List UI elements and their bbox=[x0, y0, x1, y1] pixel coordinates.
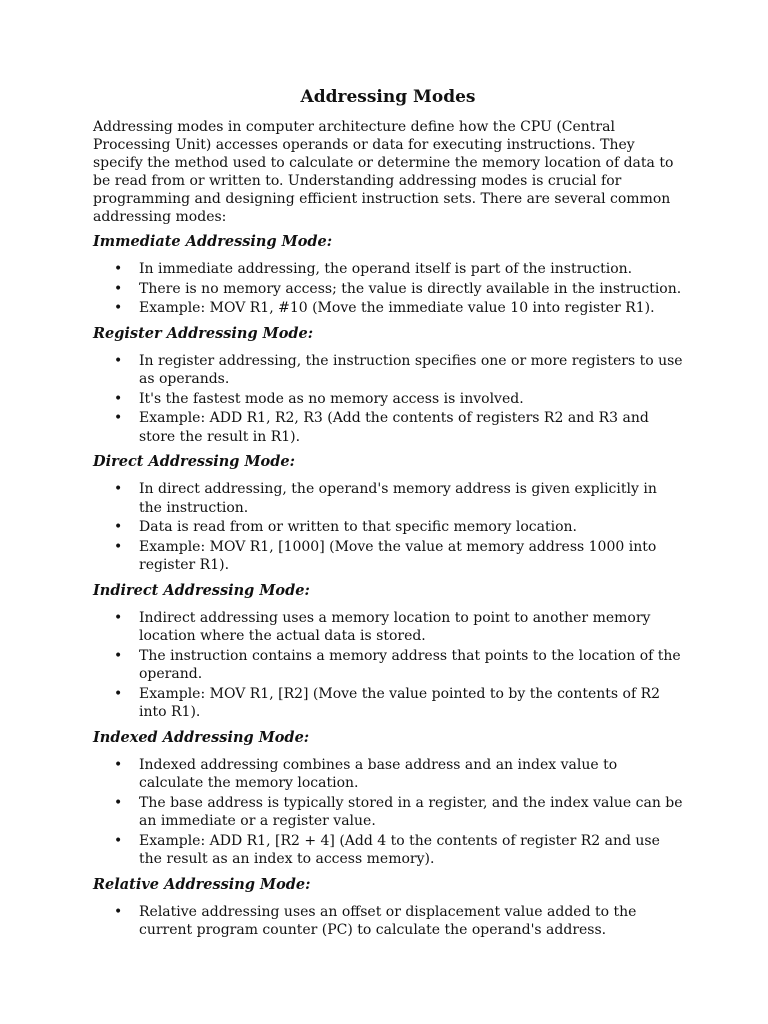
bullet-icon: • bbox=[114, 538, 123, 555]
list-item bbox=[93, 280, 683, 299]
list-item-text: In register addressing, the instruction specifies one or more registers to use as operands. bbox=[139, 352, 683, 387]
list-item-text: Indirect addressing uses a memory location to point to another memory location where the actual data is stored. bbox=[139, 609, 651, 644]
bullet-icon: • bbox=[114, 261, 123, 277]
section-heading: Register Addressing Mode: bbox=[93, 324, 314, 342]
list-item-text: Data is read from or written to that specific memory location. bbox=[139, 519, 577, 535]
bullet-icon: • bbox=[114, 685, 123, 702]
bullet-list bbox=[93, 756, 683, 869]
bullet-icon: • bbox=[114, 481, 123, 497]
list-item-text: Example: MOV R1, [R2] (Move the value pointed to by the contents of R2 into R1). bbox=[139, 685, 661, 720]
list-item bbox=[93, 685, 683, 722]
section-heading: Direct Addressing Mode: bbox=[93, 453, 295, 470]
bullet-icon: • bbox=[114, 903, 123, 920]
section bbox=[93, 452, 683, 575]
list-item bbox=[93, 390, 683, 409]
section bbox=[93, 581, 683, 722]
list-item-text: Indexed addressing combines a base address and an index value to calculate the memory location. bbox=[139, 756, 618, 791]
bullet-icon: • bbox=[114, 609, 123, 626]
list-item bbox=[93, 260, 683, 279]
list-item bbox=[93, 480, 683, 517]
bullet-icon: • bbox=[114, 300, 123, 316]
intro-paragraph: Addressing modes in computer architecture define how the CPU (Central Processing Unit) accesses operands or data for executing instructions. They specify the method used to calculate or determine the memory location of data to be read from or written to. Understanding addressing modes is crucial for programming and designing efficient instruction sets. There are several common addressing modes: bbox=[93, 119, 674, 225]
section bbox=[93, 232, 683, 318]
bullet-list bbox=[93, 609, 683, 722]
list-item bbox=[93, 647, 683, 684]
bullet-icon: • bbox=[114, 390, 123, 407]
list-item bbox=[93, 299, 683, 318]
list-item-text: The instruction contains a memory address that points to the location of the operand. bbox=[139, 647, 681, 682]
bullet-icon: • bbox=[114, 280, 123, 297]
bullet-list bbox=[93, 260, 683, 318]
section bbox=[93, 324, 683, 447]
list-item-text: In immediate addressing, the operand itself is part of the instruction. bbox=[139, 261, 633, 277]
page-title: Addressing Modes bbox=[300, 87, 476, 107]
list-item-text: In direct addressing, the operand's memory address is given explicitly in the instruction. bbox=[139, 481, 657, 516]
bullet-icon: • bbox=[114, 832, 123, 849]
bullet-icon: • bbox=[114, 647, 123, 664]
bullet-icon: • bbox=[114, 410, 123, 426]
bullet-icon: • bbox=[114, 756, 123, 773]
list-item bbox=[93, 538, 683, 575]
list-item bbox=[93, 832, 683, 869]
bullet-icon: • bbox=[114, 794, 123, 811]
list-item bbox=[93, 518, 683, 537]
bullet-list bbox=[93, 352, 683, 447]
list-item bbox=[93, 794, 683, 831]
list-item-text: It's the fastest mode as no memory access is involved. bbox=[139, 390, 524, 407]
section bbox=[93, 875, 683, 940]
list-item-text: Example: MOV R1, [1000] (Move the value at memory address 1000 into register R1). bbox=[139, 538, 657, 573]
bullet-list bbox=[93, 480, 683, 575]
list-item-text: There is no memory access; the value is directly available in the instruction. bbox=[139, 280, 682, 297]
list-item-text: Example: MOV R1, #10 (Move the immediate value 10 into register R1). bbox=[139, 300, 655, 316]
section-heading: Immediate Addressing Mode: bbox=[93, 233, 333, 250]
document-page bbox=[93, 86, 683, 946]
bullet-list bbox=[93, 903, 683, 940]
list-item bbox=[93, 609, 683, 646]
bullet-icon: • bbox=[114, 519, 123, 535]
list-item bbox=[93, 409, 683, 446]
list-item bbox=[93, 903, 683, 940]
section-heading: Indexed Addressing Mode: bbox=[93, 728, 310, 746]
list-item bbox=[93, 756, 683, 793]
section-heading: Relative Addressing Mode: bbox=[93, 875, 311, 893]
section bbox=[93, 728, 683, 869]
list-item bbox=[93, 352, 683, 389]
list-item-text: Example: ADD R1, R2, R3 (Add the contents of registers R2 and R3 and store the result in R1). bbox=[139, 410, 649, 445]
list-item-text: Example: ADD R1, [R2 + 4] (Add 4 to the contents of register R2 and use the result as an index to access memory). bbox=[139, 832, 660, 867]
list-item-text: The base address is typically stored in a register, and the index value can be an immediate or a register value. bbox=[139, 794, 683, 829]
list-item-text: Relative addressing uses an offset or displacement value added to the current program counter (PC) to calculate the operand's address. bbox=[139, 903, 637, 938]
section-heading: Indirect Addressing Mode: bbox=[93, 581, 310, 599]
bullet-icon: • bbox=[114, 352, 123, 369]
sections-container bbox=[93, 232, 683, 940]
